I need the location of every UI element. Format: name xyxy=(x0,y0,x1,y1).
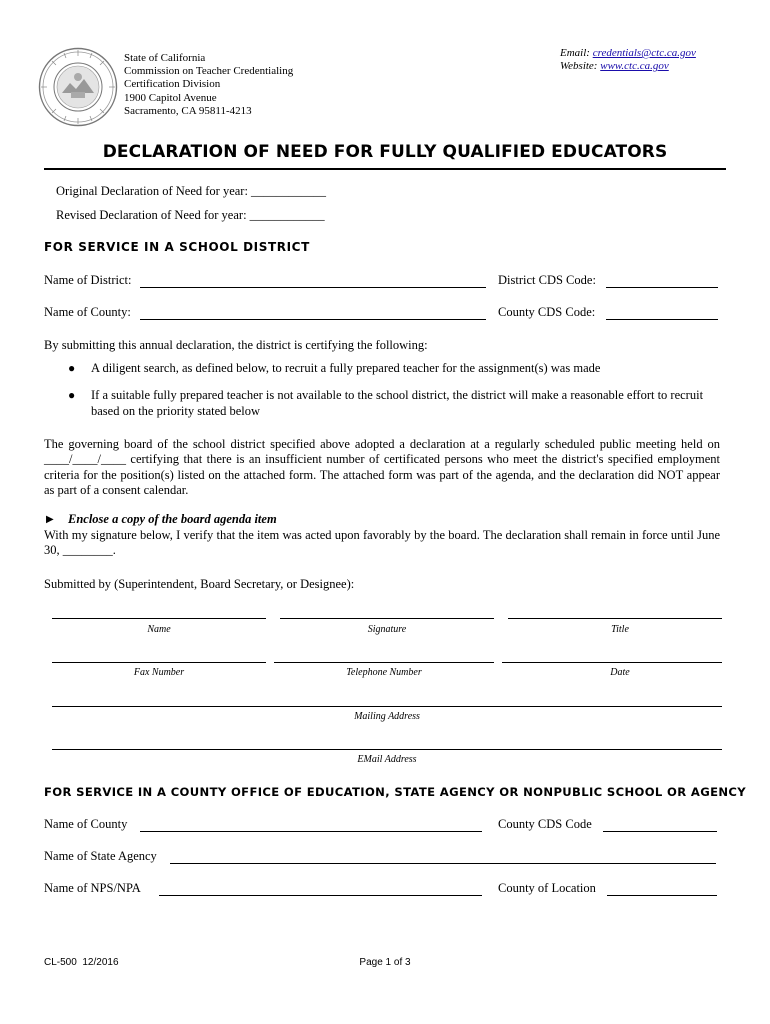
county-office-cds-field[interactable] xyxy=(603,818,717,832)
district-cds-label: District CDS Code: xyxy=(498,273,596,287)
agency-line: Commission on Teacher Credentialing xyxy=(124,65,294,78)
district-name-field[interactable] xyxy=(140,274,486,288)
nps-npa-label: Name of NPS/NPA xyxy=(44,881,141,895)
bullet-item: If a suitable fully prepared teacher is not available to the school district, the district will make a reasonable effort to recruit based on the priority stated below xyxy=(91,388,704,418)
bullet-item: A diligent search, as defined below, to recruit a fully prepared teacher for the assignment(s) was made xyxy=(91,361,601,375)
mailing-address-field[interactable] xyxy=(52,706,722,707)
county-office-label: Name of County xyxy=(44,817,128,831)
fax-caption: Fax Number xyxy=(133,667,185,678)
email-link[interactable]: credentials@ctc.ca.gov xyxy=(592,47,696,59)
signature-field[interactable] xyxy=(280,618,494,619)
original-declaration-year: Original Declaration of Need for year: ____________ xyxy=(56,184,327,198)
email-label: Email: xyxy=(560,47,590,59)
website-label: Website: xyxy=(560,60,598,73)
website-link[interactable]: www.ctc.ca.gov xyxy=(600,60,669,73)
email-address-field[interactable] xyxy=(52,749,722,750)
commission-seal-icon xyxy=(38,47,118,127)
name-caption: Name xyxy=(147,624,171,635)
state-agency-field[interactable] xyxy=(170,850,716,864)
bullet-icon: ● xyxy=(68,388,76,402)
board-paragraph: The governing board of the school district specified above adopted a declaration at a regularly scheduled public meeting held on ____/____/____ certifying that there is an insufficient number of certificated persons who meet the district's specified employment criteria for the position(s) listed on the attached form. The attached form was part of the agenda, and the declaration did NOT appear as part of a consent calendar. xyxy=(44,437,720,497)
page-number: Page 1 of 3 xyxy=(359,957,411,968)
triangle-arrow-icon: ▶ xyxy=(46,514,54,525)
telephone-field[interactable] xyxy=(274,662,494,663)
contact-info xyxy=(560,47,696,73)
submitted-by-label: Submitted by (Superintendent, Board Secretary, or Designee): xyxy=(44,577,355,591)
agency-line: Certification Division xyxy=(124,78,221,91)
county-location-label: County of Location xyxy=(498,881,596,895)
county-office-cds-label: County CDS Code xyxy=(498,817,592,831)
date-field[interactable] xyxy=(502,662,722,663)
mailing-address-caption: Mailing Address xyxy=(354,711,420,722)
county-name-label: Name of County: xyxy=(44,305,131,319)
revised-declaration-year: Revised Declaration of Need for year: ____________ xyxy=(56,208,325,222)
signature-caption: Signature xyxy=(367,624,407,635)
state-agency-label: Name of State Agency xyxy=(44,849,157,863)
name-field[interactable] xyxy=(52,618,266,619)
district-section-heading: FOR SERVICE IN A SCHOOL DISTRICT xyxy=(44,240,310,254)
fax-field[interactable] xyxy=(52,662,266,663)
county-cds-label: County CDS Code: xyxy=(498,305,596,319)
agency-line: 1900 Capitol Avenue xyxy=(124,91,217,104)
telephone-caption: Telephone Number xyxy=(346,667,422,678)
county-name-field[interactable] xyxy=(140,306,486,320)
district-name-label: Name of District: xyxy=(44,273,132,287)
county-office-field[interactable] xyxy=(140,818,482,832)
title-field[interactable] xyxy=(508,618,722,619)
agency-line: Sacramento, CA 95811-4213 xyxy=(124,104,252,117)
date-caption: Date xyxy=(610,667,630,678)
email-address-caption: EMail Address xyxy=(357,754,417,765)
form-id: CL-500 12/2016 xyxy=(44,957,119,968)
agency-address xyxy=(124,52,293,118)
county-cds-field[interactable] xyxy=(606,306,718,320)
agency-line: State of California xyxy=(124,52,206,64)
nps-npa-field[interactable] xyxy=(159,882,482,896)
bullet-icon: ● xyxy=(68,361,76,375)
county-section-heading: FOR SERVICE IN A COUNTY OFFICE OF EDUCATION, STATE AGENCY OR NONPUBLIC SCHOOL OR AGENCY xyxy=(44,785,747,799)
district-cds-field[interactable] xyxy=(606,274,718,288)
title-caption: Title xyxy=(611,624,629,635)
verify-paragraph: With my signature below, I verify that the item was acted upon favorably by the board. The declaration shall remain in force until June 30, ________. xyxy=(44,528,720,558)
title-divider xyxy=(44,168,726,170)
document-title: DECLARATION OF NEED FOR FULLY QUALIFIED EDUCATORS xyxy=(102,142,668,162)
county-location-field[interactable] xyxy=(607,882,717,896)
enclose-note: Enclose a copy of the board agenda item xyxy=(68,512,277,526)
certify-intro: By submitting this annual declaration, the district is certifying the following: xyxy=(44,338,428,352)
